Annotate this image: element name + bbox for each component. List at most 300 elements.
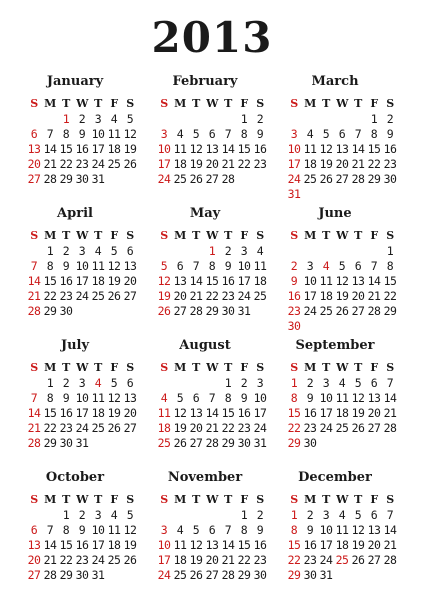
day-cell: 17 xyxy=(319,538,333,552)
day-cell: 18 xyxy=(91,406,105,420)
day-cell: 30 xyxy=(237,436,251,450)
week-row xyxy=(26,376,138,391)
weekday-label: S xyxy=(126,229,134,242)
day-cell: 4 xyxy=(160,391,168,405)
week-row xyxy=(156,376,268,391)
week-row xyxy=(26,244,138,259)
day-cell xyxy=(220,508,236,523)
day-cell: 9 xyxy=(78,127,86,141)
day-cell: 1 xyxy=(240,112,248,126)
day-cell: 29 xyxy=(367,172,381,186)
week-row xyxy=(26,436,138,451)
day-cell: 4 xyxy=(94,244,102,258)
day-cell: 13 xyxy=(335,142,349,156)
weekday-label: S xyxy=(30,361,38,374)
day-cell: 14 xyxy=(43,142,57,156)
day-cell xyxy=(334,112,350,127)
day-cell: 7 xyxy=(224,127,232,141)
day-cell xyxy=(122,172,138,187)
day-cell: 26 xyxy=(351,553,365,567)
day-cell: 25 xyxy=(303,172,317,186)
day-cell: 15 xyxy=(43,406,57,420)
week-row xyxy=(286,391,398,406)
day-cell: 18 xyxy=(173,553,187,567)
day-cell: 21 xyxy=(189,289,203,303)
week-row xyxy=(26,157,138,172)
day-cell: 3 xyxy=(306,259,314,273)
day-cell: 14 xyxy=(27,274,41,288)
week-row xyxy=(26,112,138,127)
day-cell: 27 xyxy=(335,172,349,186)
weekday-label: M xyxy=(44,493,56,506)
day-cell: 22 xyxy=(383,289,397,303)
day-cell: 21 xyxy=(27,289,41,303)
day-cell: 4 xyxy=(110,508,118,522)
weekday-label: T xyxy=(62,493,70,506)
day-cell: 22 xyxy=(237,157,251,171)
day-cell: 4 xyxy=(338,376,346,390)
day-cell: 10 xyxy=(319,391,333,405)
day-cell: 16 xyxy=(221,274,235,288)
day-cell: 18 xyxy=(91,274,105,288)
weekday-label: T xyxy=(192,229,200,242)
day-cell: 25 xyxy=(173,172,187,186)
day-cell: 2 xyxy=(386,112,394,126)
day-cell xyxy=(188,244,204,259)
day-cell: 9 xyxy=(386,127,394,141)
month-name: December xyxy=(298,470,372,485)
calendar-grid xyxy=(18,74,408,584)
day-cell xyxy=(382,187,398,202)
day-cell xyxy=(366,244,382,259)
weekday-label: F xyxy=(240,97,248,110)
month-january xyxy=(18,74,148,206)
day-cell: 24 xyxy=(157,568,171,582)
day-cell xyxy=(122,304,138,319)
day-cell: 20 xyxy=(123,274,137,288)
day-cell: 28 xyxy=(27,436,41,450)
day-cell: 20 xyxy=(205,553,219,567)
weekday-header xyxy=(26,96,138,111)
day-cell: 1 xyxy=(46,376,54,390)
week-row xyxy=(26,568,138,583)
weekday-label: F xyxy=(110,229,118,242)
weekday-label: S xyxy=(126,493,134,506)
weekday-label: S xyxy=(256,229,264,242)
day-cell: 8 xyxy=(62,127,70,141)
day-cell: 14 xyxy=(383,391,397,405)
day-cell: 17 xyxy=(91,142,105,156)
day-cell: 11 xyxy=(173,142,187,156)
weekday-label: M xyxy=(44,97,56,110)
weekday-label: S xyxy=(256,97,264,110)
day-cell: 7 xyxy=(208,391,216,405)
day-cell xyxy=(366,568,382,583)
day-cell: 10 xyxy=(157,538,171,552)
weekday-label: S xyxy=(386,229,394,242)
day-cell: 13 xyxy=(351,274,365,288)
weekday-label: S xyxy=(30,493,38,506)
day-cell: 15 xyxy=(237,142,251,156)
day-cell: 11 xyxy=(107,127,121,141)
day-cell xyxy=(156,508,172,523)
day-cell: 18 xyxy=(303,157,317,171)
day-cell: 18 xyxy=(107,142,121,156)
weekday-header xyxy=(156,492,268,507)
day-cell: 10 xyxy=(319,523,333,537)
day-cell: 17 xyxy=(237,274,251,288)
day-cell: 19 xyxy=(189,553,203,567)
day-cell: 2 xyxy=(78,508,86,522)
week-row xyxy=(156,568,268,583)
day-cell: 30 xyxy=(253,568,267,582)
day-cell: 27 xyxy=(205,172,219,186)
month-name: March xyxy=(311,74,359,89)
day-cell: 5 xyxy=(354,376,362,390)
day-cell: 30 xyxy=(75,172,89,186)
day-cell: 15 xyxy=(237,538,251,552)
day-cell xyxy=(106,172,122,187)
day-cell: 30 xyxy=(287,319,301,333)
month-november xyxy=(148,470,278,602)
day-cell: 15 xyxy=(367,142,381,156)
day-cell: 22 xyxy=(205,289,219,303)
week-row xyxy=(156,127,268,142)
day-cell xyxy=(334,244,350,259)
day-cell: 24 xyxy=(319,421,333,435)
day-cell: 18 xyxy=(173,157,187,171)
day-cell: 8 xyxy=(290,523,298,537)
day-cell: 6 xyxy=(338,127,346,141)
weekday-label: T xyxy=(224,493,232,506)
day-cell: 24 xyxy=(237,289,251,303)
day-cell: 3 xyxy=(160,523,168,537)
day-cell: 3 xyxy=(322,376,330,390)
weekday-label: S xyxy=(160,493,168,506)
day-cell: 7 xyxy=(224,523,232,537)
day-cell: 10 xyxy=(91,523,105,537)
day-cell: 20 xyxy=(27,157,41,171)
day-cell: 29 xyxy=(59,568,73,582)
day-cell: 26 xyxy=(189,172,203,186)
day-cell: 5 xyxy=(192,523,200,537)
day-cell xyxy=(302,244,318,259)
day-cell: 23 xyxy=(253,553,267,567)
weekday-label: T xyxy=(94,493,102,506)
day-cell: 20 xyxy=(123,406,137,420)
day-cell: 1 xyxy=(208,244,216,258)
day-cell xyxy=(106,304,122,319)
month-june xyxy=(278,206,408,338)
day-cell: 21 xyxy=(27,421,41,435)
day-cell xyxy=(106,436,122,451)
week-row xyxy=(286,259,398,274)
day-cell: 1 xyxy=(370,112,378,126)
day-cell xyxy=(156,244,172,259)
month-february xyxy=(148,74,278,206)
day-cell: 6 xyxy=(126,244,134,258)
day-cell: 1 xyxy=(290,376,298,390)
day-cell: 4 xyxy=(176,523,184,537)
day-cell: 4 xyxy=(306,127,314,141)
day-cell: 13 xyxy=(367,391,381,405)
day-cell: 8 xyxy=(46,259,54,273)
week-row xyxy=(156,508,268,523)
week-row xyxy=(156,112,268,127)
day-cell xyxy=(334,319,350,334)
weekday-label: S xyxy=(256,493,264,506)
day-cell: 18 xyxy=(253,274,267,288)
day-cell: 26 xyxy=(351,421,365,435)
day-cell: 13 xyxy=(173,274,187,288)
day-cell xyxy=(382,568,398,583)
day-cell: 10 xyxy=(157,142,171,156)
day-cell: 25 xyxy=(107,157,121,171)
day-cell: 29 xyxy=(43,436,57,450)
day-cell: 6 xyxy=(30,127,38,141)
weekday-label: T xyxy=(322,229,330,242)
week-row xyxy=(286,508,398,523)
day-cell xyxy=(252,172,268,187)
weekday-header xyxy=(26,360,138,375)
weekday-header xyxy=(286,96,398,111)
weekday-label: S xyxy=(386,361,394,374)
day-cell: 1 xyxy=(62,112,70,126)
day-cell: 26 xyxy=(157,304,171,318)
day-cell: 30 xyxy=(75,568,89,582)
week-row xyxy=(286,304,398,319)
day-cell xyxy=(26,376,42,391)
weekday-label: M xyxy=(304,361,316,374)
day-cell: 29 xyxy=(383,304,397,318)
weekday-label: T xyxy=(224,361,232,374)
day-cell: 8 xyxy=(62,523,70,537)
day-cell: 18 xyxy=(335,406,349,420)
day-cell xyxy=(382,436,398,451)
day-cell: 12 xyxy=(335,274,349,288)
day-cell xyxy=(106,568,122,583)
day-cell xyxy=(286,244,302,259)
day-cell: 15 xyxy=(205,274,219,288)
day-cell: 29 xyxy=(205,304,219,318)
day-cell: 8 xyxy=(386,259,394,273)
day-cell: 22 xyxy=(59,157,73,171)
week-row xyxy=(26,259,138,274)
day-cell: 4 xyxy=(338,508,346,522)
day-cell: 25 xyxy=(107,553,121,567)
weekday-label: F xyxy=(110,97,118,110)
month-name: May xyxy=(189,206,221,221)
week-row xyxy=(286,538,398,553)
weekday-label: W xyxy=(336,493,348,506)
day-cell: 25 xyxy=(335,421,349,435)
day-cell: 3 xyxy=(94,112,102,126)
weekday-label: T xyxy=(322,493,330,506)
day-cell: 23 xyxy=(75,553,89,567)
day-cell: 13 xyxy=(27,538,41,552)
weekday-label: T xyxy=(192,493,200,506)
day-cell: 10 xyxy=(237,259,251,273)
weekday-label: S xyxy=(30,229,38,242)
weekday-label: F xyxy=(240,361,248,374)
day-cell: 22 xyxy=(237,553,251,567)
day-cell: 30 xyxy=(221,304,235,318)
day-cell: 16 xyxy=(59,406,73,420)
day-cell xyxy=(42,508,58,523)
weekday-label: W xyxy=(76,97,88,110)
day-cell: 26 xyxy=(107,421,121,435)
day-cell: 25 xyxy=(91,421,105,435)
day-cell xyxy=(172,112,188,127)
day-cell: 30 xyxy=(59,304,73,318)
day-cell: 23 xyxy=(303,421,317,435)
weekday-header xyxy=(286,228,398,243)
day-cell: 4 xyxy=(176,127,184,141)
weekday-label: T xyxy=(224,97,232,110)
day-cell: 14 xyxy=(205,406,219,420)
weekday-label: M xyxy=(44,361,56,374)
day-cell: 21 xyxy=(205,421,219,435)
day-cell: 19 xyxy=(351,538,365,552)
day-cell: 26 xyxy=(319,172,333,186)
day-cell: 5 xyxy=(354,508,362,522)
day-cell xyxy=(286,112,302,127)
day-cell: 28 xyxy=(221,568,235,582)
day-cell: 24 xyxy=(319,553,333,567)
weekday-label: T xyxy=(62,229,70,242)
day-cell: 27 xyxy=(189,436,203,450)
day-cell: 5 xyxy=(160,259,168,273)
day-cell: 27 xyxy=(123,421,137,435)
day-cell: 3 xyxy=(290,127,298,141)
day-cell: 12 xyxy=(107,391,121,405)
day-cell: 26 xyxy=(123,553,137,567)
day-cell: 11 xyxy=(91,259,105,273)
day-cell: 2 xyxy=(256,112,264,126)
weekday-header xyxy=(26,228,138,243)
day-cell: 28 xyxy=(383,421,397,435)
week-row xyxy=(156,172,268,187)
weekday-label: F xyxy=(370,361,378,374)
day-cell: 7 xyxy=(30,391,38,405)
day-cell: 17 xyxy=(75,406,89,420)
weekday-label: W xyxy=(76,493,88,506)
day-cell: 28 xyxy=(221,172,235,186)
day-cell: 2 xyxy=(224,244,232,258)
day-cell: 11 xyxy=(319,274,333,288)
weekday-label: F xyxy=(240,493,248,506)
week-row xyxy=(286,376,398,391)
day-cell: 3 xyxy=(256,376,264,390)
month-april xyxy=(18,206,148,338)
weekday-label: W xyxy=(206,229,218,242)
day-cell: 5 xyxy=(176,391,184,405)
day-cell: 28 xyxy=(43,568,57,582)
day-cell: 8 xyxy=(208,259,216,273)
day-cell: 27 xyxy=(351,304,365,318)
weekday-label: S xyxy=(290,493,298,506)
day-cell xyxy=(350,436,366,451)
day-cell xyxy=(172,244,188,259)
month-name: October xyxy=(45,470,105,485)
day-cell: 11 xyxy=(335,391,349,405)
week-row xyxy=(156,289,268,304)
day-cell: 9 xyxy=(256,523,264,537)
day-cell: 16 xyxy=(383,142,397,156)
day-cell xyxy=(122,436,138,451)
day-cell: 3 xyxy=(160,127,168,141)
day-cell: 8 xyxy=(240,523,248,537)
day-cell: 10 xyxy=(91,127,105,141)
day-cell xyxy=(74,304,90,319)
day-cell: 4 xyxy=(322,259,330,273)
weekday-label: S xyxy=(256,361,264,374)
day-cell: 9 xyxy=(306,523,314,537)
day-cell: 22 xyxy=(287,553,301,567)
day-cell: 13 xyxy=(123,391,137,405)
day-cell: 24 xyxy=(157,172,171,186)
day-cell: 28 xyxy=(383,553,397,567)
day-cell: 16 xyxy=(287,289,301,303)
day-cell: 16 xyxy=(303,406,317,420)
day-cell: 19 xyxy=(189,157,203,171)
day-cell: 2 xyxy=(256,508,264,522)
day-cell xyxy=(26,244,42,259)
day-cell: 29 xyxy=(287,568,301,582)
week-row xyxy=(26,508,138,523)
weekday-label: T xyxy=(62,361,70,374)
month-december xyxy=(278,470,408,602)
day-cell: 15 xyxy=(383,274,397,288)
day-cell: 19 xyxy=(335,289,349,303)
day-cell: 26 xyxy=(335,304,349,318)
day-cell: 31 xyxy=(287,187,301,201)
day-cell: 16 xyxy=(75,142,89,156)
day-cell: 9 xyxy=(62,391,70,405)
day-cell: 18 xyxy=(319,289,333,303)
day-cell: 23 xyxy=(221,289,235,303)
day-cell: 27 xyxy=(367,421,381,435)
day-cell xyxy=(318,319,334,334)
day-cell: 24 xyxy=(91,553,105,567)
week-row xyxy=(286,568,398,583)
month-august xyxy=(148,338,278,470)
day-cell: 6 xyxy=(370,508,378,522)
weekday-label: M xyxy=(174,97,186,110)
day-cell xyxy=(188,376,204,391)
day-cell: 22 xyxy=(59,553,73,567)
day-cell: 29 xyxy=(237,568,251,582)
day-cell: 12 xyxy=(123,523,137,537)
day-cell: 21 xyxy=(383,406,397,420)
weekday-header xyxy=(26,492,138,507)
day-cell: 24 xyxy=(75,289,89,303)
day-cell: 23 xyxy=(59,289,73,303)
day-cell: 21 xyxy=(221,553,235,567)
week-row xyxy=(286,289,398,304)
day-cell: 23 xyxy=(253,157,267,171)
day-cell: 21 xyxy=(383,538,397,552)
day-cell: 16 xyxy=(75,538,89,552)
day-cell: 20 xyxy=(173,289,187,303)
day-cell: 24 xyxy=(287,172,301,186)
day-cell: 15 xyxy=(221,406,235,420)
day-cell xyxy=(350,319,366,334)
week-row xyxy=(286,187,398,202)
day-cell: 25 xyxy=(91,289,105,303)
day-cell: 17 xyxy=(157,553,171,567)
day-cell: 12 xyxy=(189,142,203,156)
